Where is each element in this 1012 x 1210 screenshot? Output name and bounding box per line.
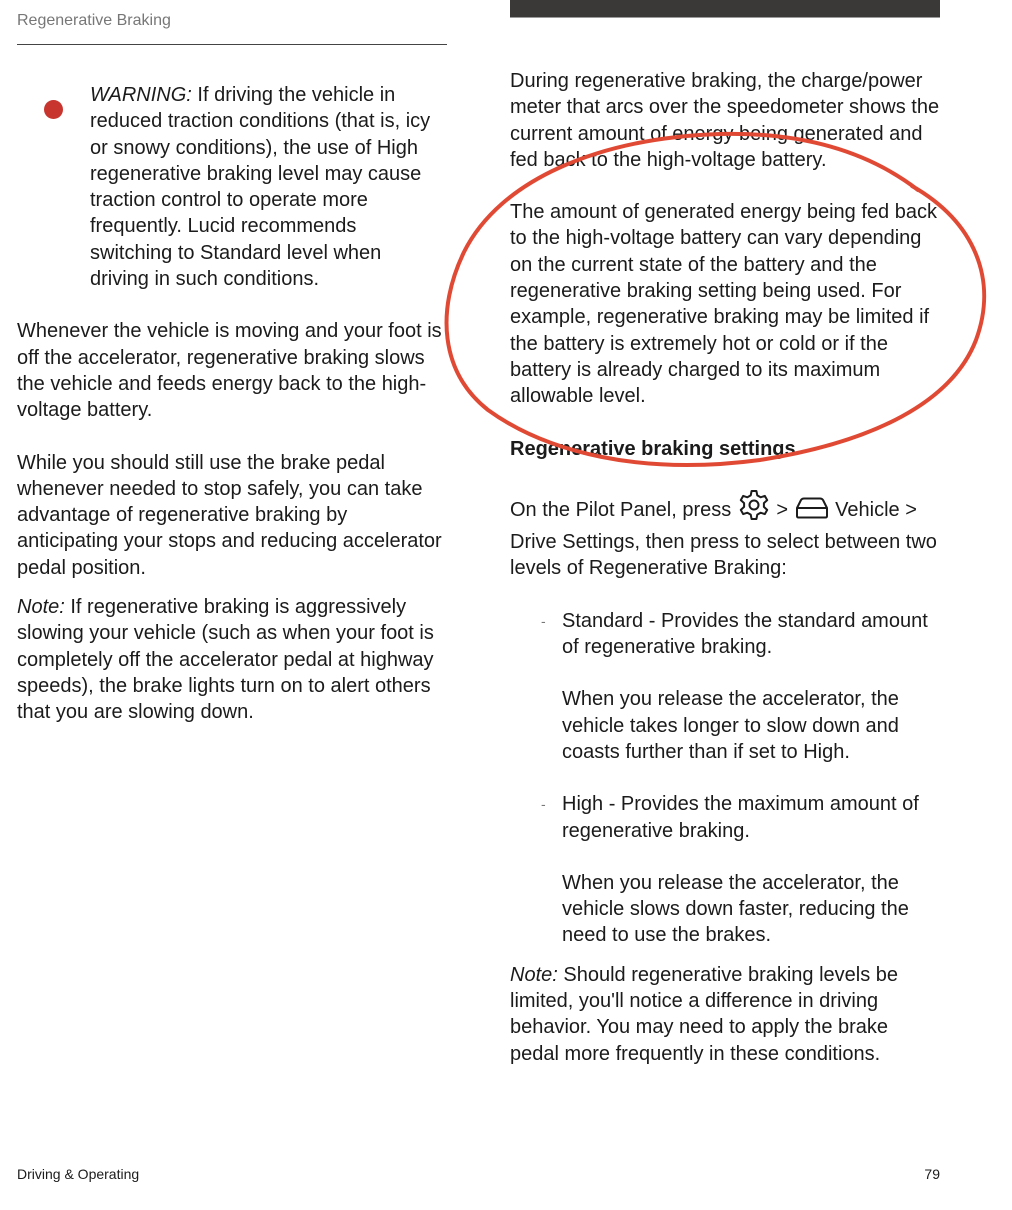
page-number: 79	[924, 1166, 940, 1182]
list-dash: -	[541, 796, 546, 813]
right-column	[510, 68, 940, 1067]
level-title: Standard - Provides the standard amount of regenerative braking.	[562, 609, 928, 659]
left-note	[17, 594, 442, 725]
running-header-title: Regenerative Braking	[17, 12, 171, 29]
vehicle-label: Vehicle	[829, 498, 900, 521]
list-item	[510, 608, 940, 765]
settings-heading: Regenerative braking settings	[510, 437, 796, 460]
warning-block	[17, 82, 442, 292]
warning-text	[90, 82, 442, 292]
level-detail: When you release the accelerator, the vehicle takes longer to slow down and coasts further than if set to High.	[562, 688, 899, 763]
settings-instruction	[510, 488, 940, 582]
right-note-label: Note:	[510, 963, 558, 986]
instruction-prefix: On the Pilot Panel, press	[510, 498, 737, 521]
paragraph-brake: While you should still use the brake pedal whenever needed to stop safely, you can take advantage of regenerative braking by anticipating your stops and reducing accelerator pedal position.	[17, 451, 442, 579]
level-title: High - Provides the maximum amount of regenerative braking.	[562, 793, 919, 842]
instruction-separator: >	[770, 498, 794, 521]
warning-dot-icon	[44, 100, 63, 119]
left-note-label: Note:	[17, 596, 65, 619]
right-note-body: Should regenerative braking levels be limited, you'll notice a difference in driving behavior. You may need to apply the brake pedal more frequently in these conditions.	[510, 963, 899, 1065]
gear-icon	[737, 488, 771, 529]
instruction-suffix: > Drive Settings, then press to select between two levels of Regenerative Braking:	[510, 498, 937, 580]
list-dash: -	[541, 612, 546, 629]
right-note	[510, 962, 940, 1067]
paragraph-moving: Whenever the vehicle is moving and your foot is off the accelerator, regenerative braking slows the vehicle and feeds energy back to the high-voltage battery.	[17, 320, 442, 422]
list-item	[510, 791, 940, 948]
footer-section: Driving & Operating	[17, 1166, 140, 1182]
left-note-body: If regenerative braking is aggressively slowing your vehicle (such as when your foot is completely off the accelerator pedal at highway speeds), the brake lights turn on to alert others that you are slowing down.	[17, 596, 434, 724]
header-divider	[17, 44, 447, 45]
paragraph-amount: The amount of generated energy being fed back to the high-voltage battery can vary depending on the current state of the battery and the regenerative braking setting being used. For example, regenerative braking may be limited if the battery is extremely hot or cold or if the battery is already charged to its maximum allowable level.	[510, 201, 937, 408]
level-detail: When you release the accelerator, the vehicle slows down faster, reducing the need to use the brakes.	[562, 871, 909, 947]
warning-body: If driving the vehicle in reduced traction conditions (that is, icy or snowy conditions), the use of High regenerative braking level may cause traction control to operate more frequently. Lucid recommends switching to Standard level when driving in such conditions.	[90, 84, 431, 291]
car-icon	[794, 496, 830, 529]
paragraph-meter: During regenerative braking, the charge/power meter that arcs over the speedometer shows the current amount of energy being generated and fed back to the high-voltage battery.	[510, 70, 940, 171]
left-column	[17, 68, 442, 726]
warning-label: WARNING:	[90, 84, 192, 106]
top-dark-bar	[510, 0, 940, 18]
regen-levels-list	[510, 608, 940, 949]
